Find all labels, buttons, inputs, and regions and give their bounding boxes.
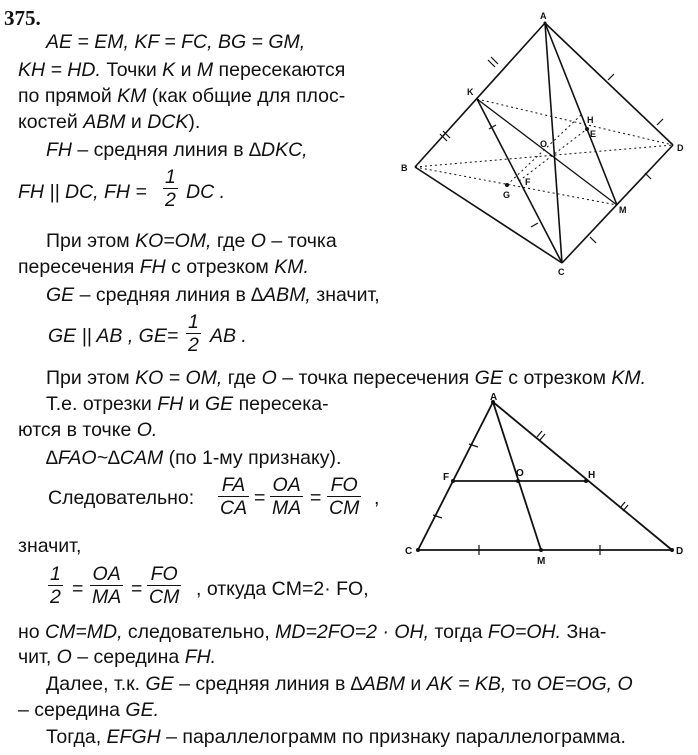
equals-4: = — [131, 578, 143, 600]
text-line-16: значит, — [18, 535, 82, 557]
text-line-20: Далее, т.к. GE – средняя линия в ∆ABM и AK = KB, то OE=OG, O — [46, 673, 633, 695]
label-h2: H — [588, 470, 596, 481]
label-a: A — [540, 11, 547, 21]
text-line-6b: DC . — [186, 181, 225, 203]
edge-ad — [545, 23, 673, 145]
text-line-19: чит, O – середина FH. — [18, 646, 217, 668]
edge-bc — [415, 167, 562, 263]
fraction-fo-cm-1: $\frac{FO}{CM}$ — [329, 474, 360, 519]
fraction-half-1: $\frac{1}{2}$ — [165, 166, 176, 211]
text-line-14: ∆FAO~∆CAM (по 1-му признаку). — [46, 447, 342, 469]
tetrahedron-figure — [395, 5, 695, 280]
text-line-5: FH – средняя линия в ∆DKC, — [46, 139, 308, 161]
label-m: M — [619, 205, 627, 215]
text-line-15: Следовательно: — [48, 487, 195, 509]
text-line-10: GE || AB , GE= — [48, 325, 179, 347]
text-line-7: При этом KO=OM, где O – точка — [46, 230, 337, 252]
text-line-13: ются в точке O. — [18, 419, 158, 441]
label-d2: D — [676, 546, 684, 557]
segment-ge-hidden — [507, 115, 581, 185]
text-line-18: но CM=MD, следовательно, MD=2FO=2 · OH, тогда FO=OH. Зна- — [18, 621, 607, 643]
equals-2: = — [310, 487, 322, 509]
fraction-half-3: $\frac{1}{2}$ — [50, 563, 61, 608]
text-line-10b: AB . — [210, 325, 247, 347]
label-c: C — [558, 267, 565, 277]
text-line-21: – середина GE. — [18, 699, 160, 721]
fraction-oa-ma-1: $\frac{OA}{MA}$ — [272, 474, 302, 519]
label-f: F — [525, 177, 531, 187]
label-m2: M — [537, 556, 546, 567]
edge-cd — [562, 145, 673, 263]
text-line-2: KH = HD. Точки K и M пересекаются — [18, 59, 346, 81]
fraction-oa-ma-2: $\frac{OA}{MA}$ — [92, 563, 122, 608]
equals-1: = — [254, 487, 266, 509]
label-a2: A — [490, 392, 498, 403]
text-line-3: по прямой KM (как общие для плос- — [18, 85, 346, 107]
text-line-17: , откуда CM=2· FO, — [196, 578, 369, 600]
text-line-4: костей ABM и DCK). — [18, 111, 201, 133]
label-o2: O — [516, 468, 524, 479]
fraction-half-2: $\frac{1}{2}$ — [188, 311, 199, 356]
fraction-fa-ca: $\frac{FA}{CA}$ — [220, 474, 248, 519]
label-k: K — [467, 87, 474, 97]
problem-number: 375. — [4, 6, 41, 30]
text-line-1: AE = EM, KF = FC, BG = GM, — [46, 31, 306, 53]
label-h: H — [587, 115, 594, 125]
text-line-12: Т.е. отрезки FH и GE пересека- — [46, 393, 329, 415]
label-f2: F — [443, 472, 450, 483]
text-line-22: Тогда, EFGH – параллелограмм по признаку параллелограмма. — [46, 726, 626, 748]
fraction-fo-cm-2: $\frac{FO}{CM}$ — [149, 563, 180, 608]
text-line-8: пересечения FH с отрезком KM. — [18, 256, 309, 278]
label-e: E — [590, 129, 597, 139]
equals-3: = — [72, 578, 84, 600]
label-g: G — [503, 190, 511, 200]
side-ac — [418, 402, 493, 550]
label-b: B — [401, 163, 408, 173]
text-line-11: При этом KO = OM, где O – точка пересечения GE с отрезком KM. — [46, 367, 647, 389]
label-c2: C — [405, 546, 413, 557]
triangle-figure — [400, 390, 695, 570]
label-o: O — [540, 139, 548, 149]
text-line-6: FH || DC, FH = — [18, 181, 147, 203]
label-d: D — [677, 143, 684, 153]
comma-1: , — [374, 487, 380, 509]
text-line-9: GE – средняя линия в ∆ABM, значит, — [46, 284, 380, 306]
edge-ab — [415, 23, 548, 167]
